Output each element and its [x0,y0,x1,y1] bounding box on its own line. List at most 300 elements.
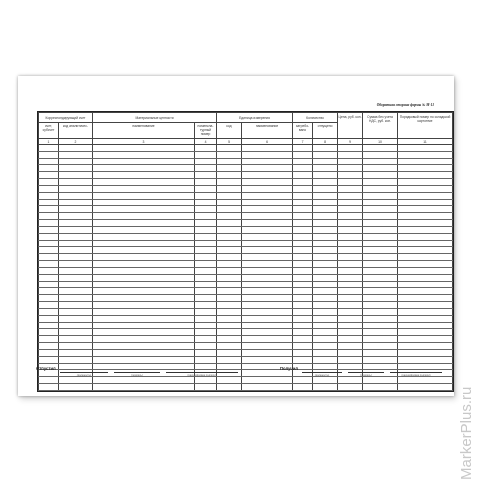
table-cell[interactable] [242,213,293,220]
table-cell[interactable] [398,213,453,220]
table-cell[interactable] [363,322,398,329]
table-cell[interactable] [217,308,242,315]
table-cell[interactable] [59,322,93,329]
table-cell[interactable] [363,192,398,199]
table-cell[interactable] [398,158,453,165]
table-cell[interactable] [398,336,453,343]
table-cell[interactable] [363,199,398,206]
table-cell[interactable] [398,329,453,336]
table-cell[interactable] [93,172,195,179]
table-cell[interactable] [217,192,242,199]
table-cell[interactable] [242,240,293,247]
table-cell[interactable] [93,240,195,247]
table-cell[interactable] [338,336,363,343]
table-cell[interactable] [195,343,217,350]
table-cell[interactable] [313,145,338,152]
table-cell[interactable] [242,349,293,356]
table-cell[interactable] [217,151,242,158]
table-cell[interactable] [293,343,313,350]
table-cell[interactable] [293,349,313,356]
table-cell[interactable] [242,281,293,288]
table-cell[interactable] [195,240,217,247]
table-cell[interactable] [217,226,242,233]
table-cell[interactable] [363,151,398,158]
table-cell[interactable] [313,206,338,213]
table-cell[interactable] [293,172,313,179]
table-cell[interactable] [93,254,195,261]
table-cell[interactable] [363,363,398,370]
table-cell[interactable] [363,356,398,363]
table-cell[interactable] [313,288,338,295]
table-cell[interactable] [398,247,453,254]
table-cell[interactable] [293,179,313,186]
table-cell[interactable] [195,206,217,213]
table-cell[interactable] [39,377,59,384]
table-cell[interactable] [313,363,338,370]
table-cell[interactable] [217,322,242,329]
table-cell[interactable] [59,158,93,165]
table-cell[interactable] [398,308,453,315]
table-cell[interactable] [363,158,398,165]
table-cell[interactable] [195,192,217,199]
table-cell[interactable] [242,247,293,254]
table-cell[interactable] [217,315,242,322]
table-cell[interactable] [195,363,217,370]
table-cell[interactable] [242,220,293,227]
table-cell[interactable] [59,281,93,288]
table-cell[interactable] [293,233,313,240]
table-cell[interactable] [59,220,93,227]
table-cell[interactable] [363,336,398,343]
table-cell[interactable] [39,308,59,315]
table-cell[interactable] [398,185,453,192]
table-cell[interactable] [93,185,195,192]
table-cell[interactable] [217,363,242,370]
table-cell[interactable] [293,226,313,233]
table-cell[interactable] [93,383,195,390]
table-cell[interactable] [338,247,363,254]
table-cell[interactable] [217,295,242,302]
table-cell[interactable] [363,315,398,322]
table-cell[interactable] [313,185,338,192]
table-cell[interactable] [195,233,217,240]
table-cell[interactable] [313,295,338,302]
table-cell[interactable] [293,288,313,295]
table-cell[interactable] [338,185,363,192]
table-cell[interactable] [93,377,195,384]
table-cell[interactable] [293,377,313,384]
table-cell[interactable] [313,343,338,350]
table-cell[interactable] [59,295,93,302]
table-cell[interactable] [59,377,93,384]
table-cell[interactable] [195,349,217,356]
table-cell[interactable] [338,267,363,274]
table-cell[interactable] [313,247,338,254]
table-cell[interactable] [363,233,398,240]
table-cell[interactable] [293,322,313,329]
table-cell[interactable] [93,267,195,274]
table-cell[interactable] [363,377,398,384]
table-cell[interactable] [338,349,363,356]
table-cell[interactable] [93,213,195,220]
table-cell[interactable] [293,295,313,302]
table-cell[interactable] [338,261,363,268]
table-cell[interactable] [217,274,242,281]
table-cell[interactable] [242,172,293,179]
table-cell[interactable] [398,295,453,302]
received-signature-line[interactable] [348,372,384,373]
table-cell[interactable] [217,165,242,172]
table-cell[interactable] [338,329,363,336]
table-cell[interactable] [39,274,59,281]
table-cell[interactable] [93,302,195,309]
table-cell[interactable] [59,206,93,213]
table-cell[interactable] [293,281,313,288]
table-cell[interactable] [242,267,293,274]
table-cell[interactable] [313,220,338,227]
table-cell[interactable] [93,226,195,233]
table-cell[interactable] [293,356,313,363]
table-cell[interactable] [242,322,293,329]
table-cell[interactable] [39,145,59,152]
table-cell[interactable] [338,240,363,247]
table-cell[interactable] [398,261,453,268]
table-cell[interactable] [338,158,363,165]
table-cell[interactable] [217,329,242,336]
table-cell[interactable] [363,261,398,268]
table-cell[interactable] [39,151,59,158]
table-cell[interactable] [93,261,195,268]
table-cell[interactable] [313,349,338,356]
table-cell[interactable] [217,247,242,254]
table-cell[interactable] [293,254,313,261]
table-cell[interactable] [217,336,242,343]
table-cell[interactable] [293,158,313,165]
table-cell[interactable] [93,322,195,329]
table-cell[interactable] [195,165,217,172]
table-cell[interactable] [338,274,363,281]
table-cell[interactable] [93,329,195,336]
table-cell[interactable] [398,356,453,363]
table-cell[interactable] [313,165,338,172]
table-cell[interactable] [195,199,217,206]
table-cell[interactable] [313,315,338,322]
table-cell[interactable] [293,315,313,322]
table-cell[interactable] [93,179,195,186]
table-cell[interactable] [293,151,313,158]
table-cell[interactable] [39,240,59,247]
table-cell[interactable] [338,145,363,152]
table-cell[interactable] [59,247,93,254]
table-cell[interactable] [242,356,293,363]
table-cell[interactable] [313,213,338,220]
table-cell[interactable] [338,233,363,240]
table-cell[interactable] [363,179,398,186]
table-cell[interactable] [363,213,398,220]
table-cell[interactable] [59,315,93,322]
table-cell[interactable] [293,206,313,213]
table-cell[interactable] [242,192,293,199]
table-cell[interactable] [195,295,217,302]
table-cell[interactable] [39,302,59,309]
table-cell[interactable] [313,240,338,247]
table-cell[interactable] [93,356,195,363]
table-cell[interactable] [242,315,293,322]
table-cell[interactable] [338,254,363,261]
table-cell[interactable] [217,383,242,390]
table-cell[interactable] [313,274,338,281]
table-cell[interactable] [217,281,242,288]
table-cell[interactable] [398,226,453,233]
table-cell[interactable] [313,192,338,199]
table-cell[interactable] [217,158,242,165]
table-cell[interactable] [398,254,453,261]
table-cell[interactable] [313,172,338,179]
table-cell[interactable] [93,281,195,288]
table-cell[interactable] [242,274,293,281]
table-cell[interactable] [39,343,59,350]
table-cell[interactable] [242,151,293,158]
table-cell[interactable] [59,145,93,152]
table-cell[interactable] [93,295,195,302]
table-cell[interactable] [363,254,398,261]
table-cell[interactable] [59,383,93,390]
table-cell[interactable] [59,302,93,309]
table-cell[interactable] [39,179,59,186]
table-cell[interactable] [313,199,338,206]
table-cell[interactable] [293,274,313,281]
table-cell[interactable] [195,383,217,390]
table-cell[interactable] [59,151,93,158]
table-cell[interactable] [59,349,93,356]
table-cell[interactable] [39,356,59,363]
table-cell[interactable] [217,220,242,227]
table-cell[interactable] [39,295,59,302]
table-cell[interactable] [363,295,398,302]
table-cell[interactable] [242,165,293,172]
table-cell[interactable] [39,233,59,240]
table-cell[interactable] [242,199,293,206]
table-cell[interactable] [217,377,242,384]
table-cell[interactable] [363,383,398,390]
table-cell[interactable] [363,302,398,309]
table-cell[interactable] [363,220,398,227]
table-cell[interactable] [39,165,59,172]
table-cell[interactable] [93,343,195,350]
table-cell[interactable] [39,172,59,179]
table-cell[interactable] [293,220,313,227]
table-cell[interactable] [39,213,59,220]
table-cell[interactable] [217,199,242,206]
table-cell[interactable] [313,383,338,390]
table-cell[interactable] [313,308,338,315]
table-cell[interactable] [338,343,363,350]
table-cell[interactable] [293,165,313,172]
table-cell[interactable] [59,233,93,240]
table-cell[interactable] [293,185,313,192]
table-cell[interactable] [195,261,217,268]
table-cell[interactable] [93,349,195,356]
table-cell[interactable] [242,206,293,213]
table-cell[interactable] [93,363,195,370]
table-cell[interactable] [217,213,242,220]
table-cell[interactable] [313,302,338,309]
table-cell[interactable] [217,349,242,356]
table-cell[interactable] [242,295,293,302]
table-cell[interactable] [93,308,195,315]
table-cell[interactable] [338,288,363,295]
table-cell[interactable] [398,343,453,350]
table-cell[interactable] [363,274,398,281]
table-cell[interactable] [398,363,453,370]
table-cell[interactable] [398,206,453,213]
table-cell[interactable] [293,247,313,254]
table-cell[interactable] [242,233,293,240]
table-cell[interactable] [59,165,93,172]
table-cell[interactable] [338,363,363,370]
table-cell[interactable] [293,145,313,152]
table-cell[interactable] [39,336,59,343]
table-cell[interactable] [398,220,453,227]
table-cell[interactable] [93,165,195,172]
table-cell[interactable] [217,206,242,213]
table-cell[interactable] [293,192,313,199]
table-cell[interactable] [39,261,59,268]
table-cell[interactable] [39,199,59,206]
released-position-line[interactable] [60,372,108,373]
table-cell[interactable] [39,288,59,295]
table-cell[interactable] [93,288,195,295]
table-cell[interactable] [398,377,453,384]
table-cell[interactable] [59,226,93,233]
table-cell[interactable] [242,308,293,315]
table-cell[interactable] [93,151,195,158]
table-cell[interactable] [242,179,293,186]
table-cell[interactable] [293,267,313,274]
table-cell[interactable] [39,226,59,233]
table-cell[interactable] [217,172,242,179]
table-cell[interactable] [195,356,217,363]
table-cell[interactable] [242,302,293,309]
table-cell[interactable] [217,302,242,309]
table-cell[interactable] [59,356,93,363]
table-cell[interactable] [59,192,93,199]
table-cell[interactable] [217,261,242,268]
table-cell[interactable] [338,281,363,288]
table-cell[interactable] [338,199,363,206]
table-cell[interactable] [313,322,338,329]
table-cell[interactable] [313,267,338,274]
table-cell[interactable] [398,288,453,295]
table-cell[interactable] [293,383,313,390]
table-cell[interactable] [217,145,242,152]
table-cell[interactable] [398,315,453,322]
table-cell[interactable] [363,206,398,213]
table-cell[interactable] [59,336,93,343]
table-cell[interactable] [195,267,217,274]
table-cell[interactable] [39,281,59,288]
table-cell[interactable] [242,336,293,343]
table-cell[interactable] [338,179,363,186]
table-cell[interactable] [59,254,93,261]
table-cell[interactable] [242,377,293,384]
table-cell[interactable] [59,288,93,295]
table-cell[interactable] [195,145,217,152]
table-cell[interactable] [313,151,338,158]
table-cell[interactable] [293,336,313,343]
table-cell[interactable] [242,383,293,390]
table-cell[interactable] [242,343,293,350]
table-cell[interactable] [39,247,59,254]
released-signature-line[interactable] [114,372,160,373]
table-cell[interactable] [195,281,217,288]
table-cell[interactable] [338,220,363,227]
table-cell[interactable] [398,383,453,390]
table-cell[interactable] [242,185,293,192]
table-cell[interactable] [398,192,453,199]
table-cell[interactable] [293,240,313,247]
received-decode-line[interactable] [390,372,442,373]
table-cell[interactable] [195,302,217,309]
table-cell[interactable] [313,226,338,233]
table-cell[interactable] [338,165,363,172]
table-cell[interactable] [313,356,338,363]
table-cell[interactable] [363,247,398,254]
table-cell[interactable] [93,247,195,254]
table-cell[interactable] [363,165,398,172]
table-cell[interactable] [39,329,59,336]
table-cell[interactable] [313,281,338,288]
table-cell[interactable] [338,315,363,322]
table-cell[interactable] [59,179,93,186]
table-cell[interactable] [398,322,453,329]
table-cell[interactable] [293,261,313,268]
table-cell[interactable] [363,288,398,295]
table-cell[interactable] [39,322,59,329]
table-cell[interactable] [338,295,363,302]
table-cell[interactable] [293,199,313,206]
table-cell[interactable] [39,185,59,192]
table-cell[interactable] [93,206,195,213]
table-cell[interactable] [338,383,363,390]
table-cell[interactable] [195,377,217,384]
table-cell[interactable] [363,343,398,350]
table-cell[interactable] [195,288,217,295]
table-cell[interactable] [59,267,93,274]
table-cell[interactable] [59,261,93,268]
table-cell[interactable] [338,356,363,363]
table-cell[interactable] [93,192,195,199]
table-cell[interactable] [293,329,313,336]
table-cell[interactable] [217,240,242,247]
table-cell[interactable] [195,179,217,186]
table-cell[interactable] [93,220,195,227]
table-cell[interactable] [59,363,93,370]
table-cell[interactable] [93,145,195,152]
table-cell[interactable] [39,192,59,199]
table-cell[interactable] [293,308,313,315]
table-cell[interactable] [338,302,363,309]
table-cell[interactable] [338,322,363,329]
table-cell[interactable] [39,158,59,165]
table-cell[interactable] [338,172,363,179]
table-cell[interactable] [338,151,363,158]
table-cell[interactable] [363,281,398,288]
received-position-line[interactable] [302,372,342,373]
table-cell[interactable] [59,329,93,336]
table-cell[interactable] [59,274,93,281]
table-cell[interactable] [398,172,453,179]
